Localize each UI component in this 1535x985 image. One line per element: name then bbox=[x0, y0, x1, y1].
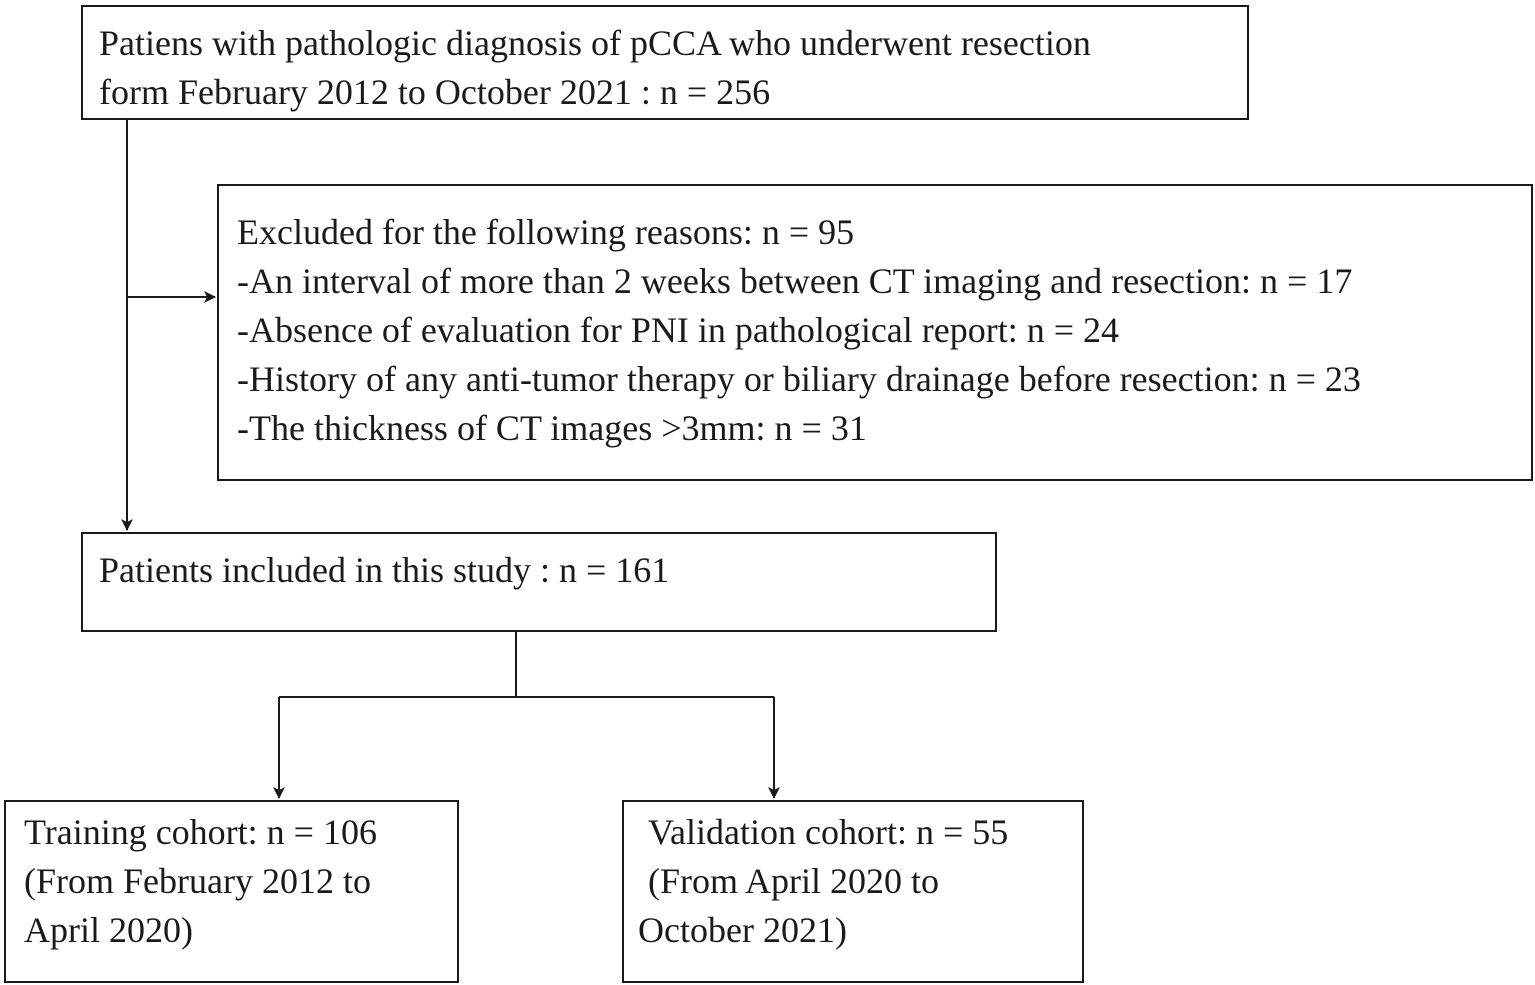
validation-period-line-1: (From April 2020 to bbox=[648, 861, 940, 901]
validation-cohort-box bbox=[622, 800, 1084, 983]
exclusion-box bbox=[217, 184, 1533, 481]
exclusion-reason-therapy: -History of any anti-tumor therapy or biliary drainage before resection: n = 23 bbox=[237, 359, 1361, 399]
exclusion-header: Excluded for the following reasons: n = 95 bbox=[237, 212, 855, 252]
training-title: Training cohort: n = 106 bbox=[24, 812, 377, 852]
training-cohort-box bbox=[4, 800, 459, 983]
included-patients-box bbox=[81, 532, 997, 632]
exclusion-reason-pni: -Absence of evaluation for PNI in pathological report: n = 24 bbox=[237, 310, 1120, 350]
included-line-1: Patients included in this study : n = 161 bbox=[99, 550, 670, 590]
validation-title: Validation cohort: n = 55 bbox=[648, 812, 1009, 852]
training-period-line-2: April 2020) bbox=[24, 910, 193, 950]
validation-period-line-2: October 2021) bbox=[638, 910, 847, 950]
source-population-box bbox=[81, 5, 1249, 120]
exclusion-reason-thickness: -The thickness of CT images >3mm: n = 31 bbox=[237, 408, 867, 448]
training-period-line-1: (From February 2012 to bbox=[24, 861, 371, 901]
exclusion-reason-interval: -An interval of more than 2 weeks between CT imaging and resection: n = 17 bbox=[237, 261, 1353, 301]
source-line-2: form February 2012 to October 2021 : n = 256 bbox=[99, 72, 771, 112]
source-line-1: Patiens with pathologic diagnosis of pCCA who underwent resection bbox=[99, 23, 1091, 63]
